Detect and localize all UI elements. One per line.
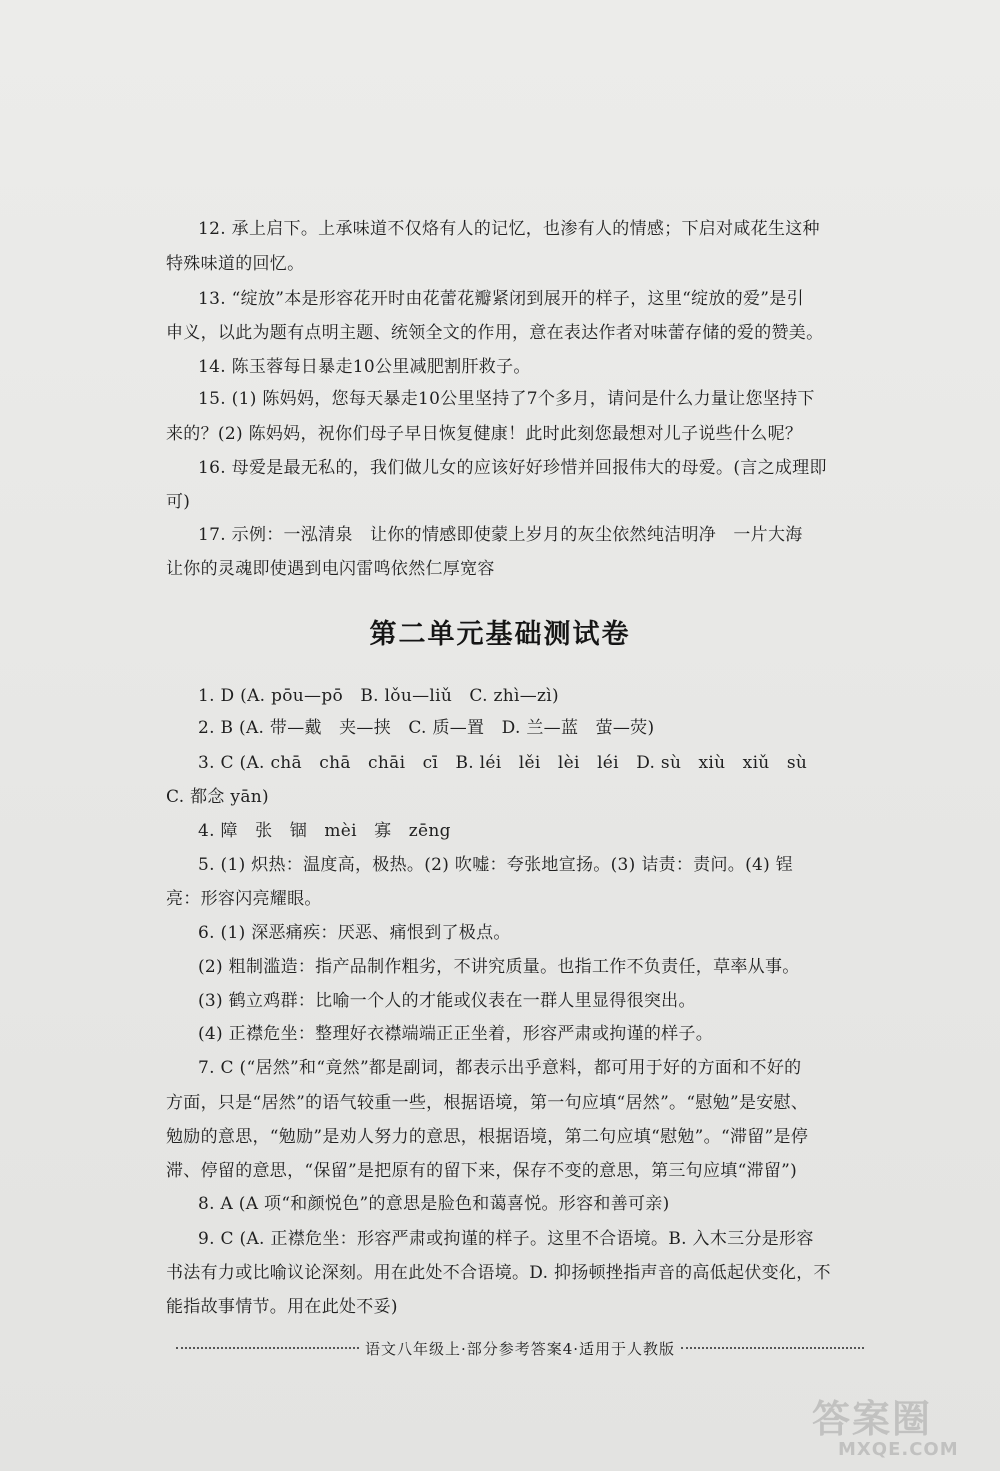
unit2-answer-7-line-1: 7. C (“居然”和“竟然”都是副词，都表示出乎意料，都可用于好的方面和不好的	[198, 1058, 802, 1078]
unit2-answer-5-line-1: 5. (1) 炽热：温度高，极热。(2) 吹嘘：夸张地宣扬。(3) 诘责：责问。(4) 锃	[198, 855, 794, 875]
footer-text: 语文八年级上·部分参考答案4·适用于人教版	[364, 1339, 676, 1358]
watermark-top-text: 答案圈	[812, 1397, 933, 1441]
unit2-answer-9-line-2: 书法有力或比喻议论深刻。用在此处不合语境。D. 抑扬顿挫指声音的高低起伏变化，不	[166, 1263, 831, 1283]
section-title: 第二单元基础测试卷	[369, 619, 631, 650]
unit2-answer-7-line-3: 勉励的意思，“勉励”是劝人努力的意思，根据语境，第二句应填“慰勉”。“滞留”是停	[166, 1127, 809, 1147]
answer-17-line-2: 让你的灵魂即使遇到电闪雷鸣依然仁厚宽容	[166, 559, 495, 579]
watermark-bottom-text: MXQE.COM	[838, 1439, 959, 1460]
unit2-answer-3-line-1: 3. C (A. chā chā chāi cī B. léi lěi lèi léi D. sù xiù xiǔ sù	[198, 753, 808, 773]
page-footer	[170, 1336, 870, 1360]
answer-15-line-1: 15. (1) 陈妈妈，您每天暴走10公里坚持了7个多月，请问是什么力量让您坚持下	[198, 389, 815, 409]
answer-14-line-1: 14. 陈玉蓉每日暴走10公里减肥割肝救子。	[198, 357, 531, 377]
footer-dots-right	[681, 1347, 864, 1349]
unit2-answer-2: 2. B (A. 带—戴 夹—挟 C. 质—置 D. 兰—蓝 萤—荧)	[198, 718, 655, 738]
unit2-answer-6-line-3: (3) 鹤立鸡群：比喻一个人的才能或仪表在一群人里显得很突出。	[198, 991, 696, 1011]
unit2-answer-5-line-2: 亮：形容闪亮耀眼。	[166, 889, 322, 909]
unit2-answer-9-line-1: 9. C (A. 正襟危坐：形容严肃或拘谨的样子。这里不合语境。B. 入木三分是形容	[198, 1229, 814, 1249]
answer-16-line-2: 可)	[166, 492, 191, 512]
answer-17-line-1: 17. 示例：一泓清泉 让你的情感即使蒙上岁月的灰尘依然纯洁明净 一片大海	[198, 525, 803, 545]
unit2-answer-7-line-4: 滞、停留的意思，“保留”是把原有的留下来，保存不变的意思，第三句应填“滞留”)	[166, 1161, 798, 1181]
unit2-answer-1: 1. D (A. pōu—pō B. lǒu—liǔ C. zhì—zì)	[198, 686, 559, 706]
watermark-logo	[812, 1388, 982, 1468]
answer-15-line-2: 来的？(2) 陈妈妈，祝你们母子早日恢复健康！此时此刻您最想对儿子说些什么呢？	[166, 424, 803, 444]
unit2-answer-6-line-4: (4) 正襟危坐：整理好衣襟端端正正坐着，形容严肃或拘谨的样子。	[198, 1024, 714, 1044]
answer-12-line-1: 12. 承上启下。上承味道不仅烙有人的记忆，也渗有人的情感；下启对咸花生这种	[198, 219, 820, 239]
answer-13-line-2: 申义，以此为题有点明主题、统领全文的作用，意在表达作者对味蕾存储的爱的赞美。	[166, 323, 824, 343]
unit2-answer-6-line-2: (2) 粗制滥造：指产品制作粗劣，不讲究质量。也指工作不负责任，草率从事。	[198, 957, 800, 977]
unit2-answer-3-line-2: C. 都念 yān)	[166, 787, 269, 807]
footer-dots-left	[176, 1347, 359, 1349]
unit2-answer-7-line-2: 方面，只是“居然”的语气较重一些，根据语境，第一句应填“居然”。“慰勉”是安慰、	[166, 1093, 809, 1113]
unit2-answer-4: 4. 障 张 锢 mèi 寡 zēng	[198, 821, 451, 841]
unit2-answer-8: 8. A (A 项“和颜悦色”的意思是脸色和蔼喜悦。形容和善可亲)	[198, 1194, 670, 1214]
answer-12-line-2: 特殊味道的回忆。	[166, 254, 305, 274]
unit2-answer-6-line-1: 6. (1) 深恶痛疾：厌恶、痛恨到了极点。	[198, 923, 511, 943]
answer-16-line-1: 16. 母爱是最无私的，我们做儿女的应该好好珍惜并回报伟大的母爱。(言之成理即	[198, 458, 827, 478]
answer-13-line-1: 13. “绽放”本是形容花开时由花蕾花瓣紧闭到展开的样子，这里“绽放的爱”是引	[198, 289, 804, 309]
unit2-answer-9-line-3: 能指故事情节。用在此处不妥)	[166, 1297, 398, 1317]
